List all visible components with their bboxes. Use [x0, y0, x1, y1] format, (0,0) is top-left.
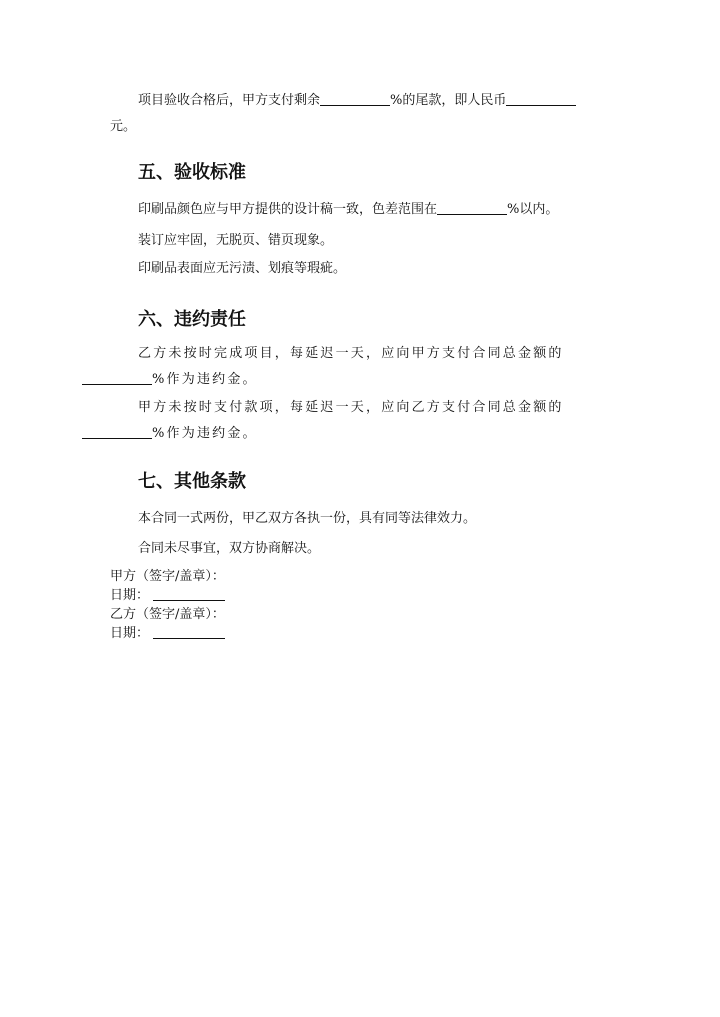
acceptance-color-clause	[110, 197, 612, 223]
negotiation-clause: 合同未尽事宜，双方协商解决。	[138, 541, 321, 556]
party-a-penalty-blank[interactable]	[82, 424, 152, 439]
final-amount-blank[interactable]	[506, 91, 576, 106]
color-tolerance-blank[interactable]	[437, 200, 507, 215]
party-b-penalty-text: %作为违约金。	[152, 372, 258, 387]
party-a-delay-clause	[110, 395, 612, 447]
copies-clause: 本合同一式两份，甲乙双方各执一份，具有同等法律效力。	[138, 511, 477, 526]
final-percent-blank[interactable]	[320, 91, 390, 106]
party-a-date-label: 日期：	[110, 588, 150, 603]
final-percent-text: %的尾款，即人民币	[390, 93, 507, 108]
color-clause-percent: %以内。	[507, 202, 559, 217]
final-payment-clause	[110, 88, 612, 140]
surface-clause: 印刷品表面应无污渍、划痕等瑕疵。	[138, 261, 347, 276]
party-b-date-row	[110, 624, 225, 643]
party-b-delay-clause	[110, 341, 612, 393]
party-b-date-label: 日期：	[110, 626, 150, 641]
section-6-title: 六、违约责任	[138, 309, 246, 330]
color-clause-text: 印刷品颜色应与甲方提供的设计稿一致，色差范围在	[138, 202, 438, 217]
section-7-title: 七、其他条款	[138, 471, 246, 492]
party-b-delay-text: 乙方未按时完成项目，每延迟一天，应向甲方支付合同总金额的	[138, 346, 564, 361]
party-a-penalty-text: %作为违约金。	[152, 426, 258, 441]
party-a-signature: 甲方（签字/盖章）：	[110, 569, 225, 584]
section-5-title: 五、验收标准	[138, 162, 246, 183]
currency-unit-text: 元。	[110, 119, 137, 134]
binding-clause: 装订应牢固，无脱页、错页现象。	[138, 233, 334, 248]
party-a-date-blank[interactable]	[153, 586, 225, 601]
party-a-delay-text: 甲方未按时支付款项，每延迟一天，应向乙方支付合同总金额的	[138, 400, 564, 415]
party-b-date-blank[interactable]	[153, 624, 225, 639]
party-b-penalty-blank[interactable]	[82, 370, 152, 385]
party-b-signature: 乙方（签字/盖章）：	[110, 607, 225, 622]
party-a-date-row	[110, 586, 225, 605]
final-payment-text: 项目验收合格后，甲方支付剩余	[138, 93, 321, 108]
